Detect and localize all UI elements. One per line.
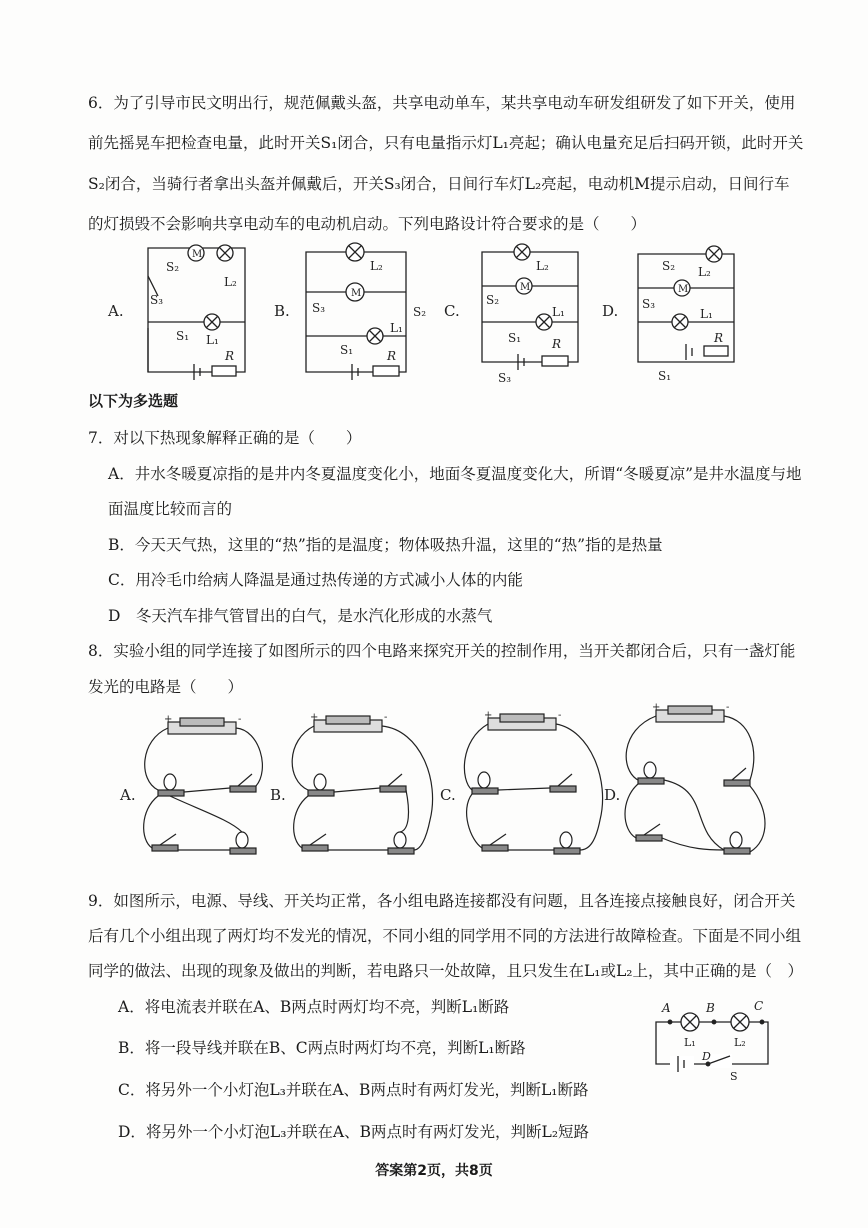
- q8-circuit-pictures: [110, 700, 780, 870]
- q8-circuit-c: [440, 710, 603, 854]
- q6-option-b: B.: [274, 302, 290, 320]
- svg-text:M: M: [520, 282, 531, 293]
- q9-stem-line2: 后有几个小组出现了两灯均不发光的情况，不同小组的同学用不同的方法进行故障检查。下面是不同小组: [88, 927, 802, 945]
- svg-text:S₁: S₁: [340, 343, 354, 357]
- q6-circuit-b: [274, 243, 426, 380]
- svg-text:R: R: [387, 349, 397, 363]
- svg-text:A: A: [662, 1001, 671, 1015]
- q6-circuit-c: [444, 244, 578, 385]
- svg-text:L₁: L₁: [552, 305, 565, 319]
- svg-text:M: M: [351, 288, 362, 299]
- svg-text:S₃: S₃: [150, 293, 164, 307]
- svg-text:+: +: [164, 714, 173, 725]
- q8-circuit-a: [119, 714, 262, 854]
- svg-text:-: -: [238, 714, 242, 725]
- q9-stem-line3: 同学的做法、出现的现象及做出的判断，若电路只一处故障，且只发生在L₁或L₂上，其中正确的是（ ）: [88, 962, 804, 980]
- q6-circuit-d: [602, 246, 734, 383]
- svg-text:L₁: L₁: [206, 333, 219, 347]
- q7-option-d: D 冬天汽车排气管冒出的白气，是水汽化形成的水蒸气: [108, 607, 493, 625]
- svg-text:S₁: S₁: [658, 369, 672, 383]
- svg-text:-: -: [558, 710, 562, 721]
- svg-text:C.: C.: [440, 786, 456, 804]
- svg-text:S₃: S₃: [312, 301, 326, 315]
- q9-option-d: D．将另外一个小灯泡L₃并联在A、B两点时有两灯发光，判断L₂短路: [118, 1123, 590, 1141]
- q8-stem-line1: 8．实验小组的同学连接了如图所示的四个电路来探究开关的控制作用，当开关都闭合后，只有一盏灯能: [88, 642, 796, 660]
- svg-text:+: +: [652, 702, 661, 713]
- svg-text:S₂: S₂: [166, 260, 180, 274]
- svg-text:S₃: S₃: [642, 297, 656, 311]
- svg-text:D: D: [702, 1050, 711, 1063]
- svg-text:+: +: [484, 710, 493, 721]
- q6-stem-line2: 前先摇晃车把检查电量，此时开关S₁闭合，只有电量指示灯L₁亮起；确认电量充足后扫码开锁，此时开关: [88, 134, 804, 152]
- q9-circuit-diagram: [644, 994, 780, 1106]
- svg-text:-: -: [384, 712, 388, 723]
- q6a-motor-label: M: [192, 249, 203, 260]
- q6-option-a: A.: [108, 302, 124, 320]
- q6-stem-line1: 6．为了引导市民文明出行，规范佩戴头盔，共享电动单车，某共享电动车研发组研发了如下开关，使用: [88, 94, 796, 112]
- q8-circuit-d: [604, 702, 765, 854]
- q8-stem-line2: 发光的电路是（ ）: [88, 678, 244, 696]
- q9-option-c: C．将另外一个小灯泡L₃并联在A、B两点时有两灯发光，判断L₁断路: [118, 1081, 589, 1099]
- svg-text:L₂: L₂: [370, 259, 383, 273]
- svg-text:D.: D.: [604, 786, 621, 804]
- q7-stem: 7．对以下热现象解释正确的是（ ）: [88, 429, 362, 447]
- q7-option-c: C．用冷毛巾给病人降温是通过热传递的方式减小人体的内能: [108, 571, 523, 589]
- svg-text:R: R: [714, 331, 724, 345]
- svg-text:L₂: L₂: [698, 265, 711, 279]
- q7-option-a-line1: A．井水冬暖夏凉指的是井内冬夏温度变化小，地面冬夏温度变化大，所谓“冬暖夏凉”是井水温度与地: [108, 465, 802, 483]
- svg-text:B: B: [706, 1001, 715, 1015]
- page-footer: 答案第2页，共8页: [375, 1163, 493, 1179]
- svg-text:R: R: [225, 349, 235, 363]
- section-multi-choice: 以下为多选题: [88, 392, 179, 410]
- svg-text:C: C: [754, 999, 764, 1013]
- svg-text:+: +: [310, 712, 319, 723]
- svg-text:L₂: L₂: [224, 275, 237, 289]
- svg-text:S₁: S₁: [176, 329, 190, 343]
- svg-text:S₁: S₁: [508, 331, 522, 345]
- svg-text:S₂: S₂: [413, 305, 427, 319]
- svg-text:L₁: L₁: [684, 1036, 696, 1049]
- svg-text:S₂: S₂: [486, 293, 500, 307]
- q7-option-a-line2: 面温度比较而言的: [108, 500, 233, 518]
- svg-text:B.: B.: [270, 786, 286, 804]
- q6-circuit-diagrams: [100, 236, 760, 386]
- q6-option-c: C.: [444, 302, 460, 320]
- svg-text:M: M: [678, 284, 689, 295]
- q9-option-b: B．将一段导线并联在B、C两点时两灯均不亮，判断L₁断路: [118, 1039, 526, 1057]
- q6-stem-line4: 的灯损毁不会影响共享电动车的电动机启动。下列电路设计符合要求的是（ ）: [88, 215, 647, 233]
- svg-text:S₂: S₂: [662, 259, 676, 273]
- q9-stem-line1: 9．如图所示，电源、导线、开关均正常，各小组电路连接都没有问题，且各连接点接触良好，闭合开关: [88, 892, 796, 910]
- svg-text:S₃: S₃: [498, 371, 512, 385]
- svg-text:L₁: L₁: [700, 307, 713, 321]
- svg-text:L₂: L₂: [734, 1036, 746, 1049]
- q6-circuit-a: [107, 245, 245, 380]
- q6-option-d: D.: [602, 302, 619, 320]
- svg-text:L₂: L₂: [536, 259, 549, 273]
- q7-option-b: B．今天天气热，这里的“热”指的是温度；物体吸热升温，这里的“热”指的是热量: [108, 536, 663, 554]
- q6-stem-line3: S₂闭合，当骑行者拿出头盔并佩戴后，开关S₃闭合，日间行车灯L₂亮起，电动机M提示启动，日间行车: [88, 175, 790, 193]
- svg-text:-: -: [726, 702, 730, 713]
- svg-text:A.: A.: [120, 786, 136, 804]
- q9-option-a: A．将电流表并联在A、B两点时两灯均不亮，判断L₁断路: [118, 998, 510, 1016]
- svg-text:S: S: [730, 1070, 738, 1083]
- svg-text:R: R: [552, 337, 562, 351]
- q8-circuit-b: [270, 712, 433, 854]
- svg-text:L₁: L₁: [390, 321, 403, 335]
